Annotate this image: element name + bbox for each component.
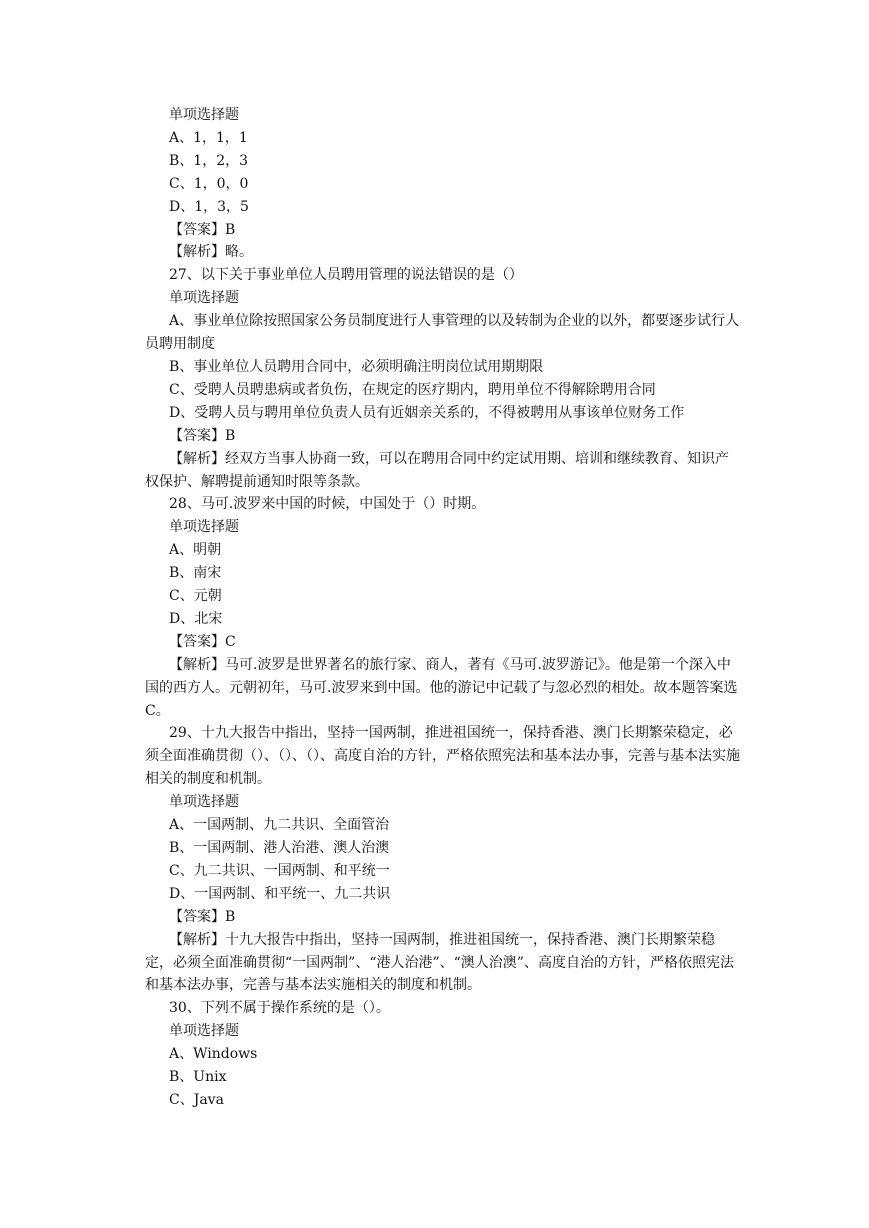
q30-question: 30、下列不属于操作系统的是（）。	[169, 1000, 390, 1017]
q29-option-c: C、九二共识、一国两制、和平统一	[169, 862, 390, 879]
document-body	[145, 104, 741, 1112]
q28-type-label: 单项选择题	[169, 519, 239, 536]
q29-type-label: 单项选择题	[169, 794, 239, 811]
q27-option-c: C、受聘人员聘患病或者负伤，在规定的医疗期内，聘用单位不得解除聘用合同	[169, 381, 656, 398]
q28-option-c: C、元朝	[169, 588, 222, 605]
q29-explanation: 【解析】十九大报告中指出，坚持一国两制，推进祖国统一，保持香港、澳门长期繁荣稳定，必须全面准确贯彻“一国两制”、“港人治港”、“澳人治澳”、高度自治的方针，严格依照宪法和基本法办事，完善与基本法实施相关的制度和机制。	[145, 931, 734, 994]
q26-answer: 【答案】B	[169, 221, 236, 238]
q27-question: 27、以下关于事业单位人员聘用管理的说法错误的是（）	[169, 267, 523, 284]
q27-answer: 【答案】B	[169, 427, 236, 444]
q28-answer: 【答案】C	[169, 633, 236, 650]
q30-option-b: B、Unix	[169, 1069, 227, 1086]
q29-option-a: A、一国两制、九二共识、全面管治	[169, 817, 390, 834]
q27-option-d: D、受聘人员与聘用单位负责人员有近姻亲关系的，不得被聘用从事该单位财务工作	[169, 404, 685, 421]
q26-explanation: 【解析】略。	[169, 244, 253, 261]
q26-option-a: A、1，1，1	[169, 129, 248, 146]
q27-option-b: B、事业单位人员聘用合同中，必须明确注明岗位试用期期限	[169, 358, 544, 375]
q26-option-c: C、1，0，0	[169, 175, 249, 192]
q26-type-label: 单项选择题	[169, 107, 239, 123]
q29-option-b: B、一国两制、港人治港、澳人治澳	[169, 840, 390, 856]
q26-option-b: B、1，2，3	[169, 152, 249, 169]
q27-type-label: 单项选择题	[169, 290, 239, 307]
q30-option-c: C、Java	[169, 1091, 224, 1108]
q28-question: 28、马可.波罗来中国的时候，中国处于（）时期。	[169, 496, 486, 513]
q28-option-a: A、明朝	[169, 542, 222, 559]
q27-option-a: A、事业单位除按照国家公务员制度进行人事管理的以及转制为企业的以外，都要逐步试行人员聘用制度	[145, 313, 740, 353]
q30-option-a: A、Windows	[169, 1046, 258, 1063]
q29-answer: 【答案】B	[169, 908, 236, 925]
q29-question: 29、十九大报告中指出，坚持一国两制，推进祖国统一，保持香港、澳门长期繁荣稳定，必须全面准确贯彻（）、（）、（）、高度自治的方针，严格依照宪法和基本法办事，完善与基本法实施相关的制度和机制。	[145, 725, 740, 788]
q30-type-label: 单项选择题	[169, 1023, 239, 1040]
q28-option-d: D、北宋	[169, 610, 223, 627]
q26-option-d: D、1，3，5	[169, 198, 249, 215]
q29-option-d: D、一国两制、和平统一、九二共识	[169, 885, 391, 902]
q27-explanation: 【解析】经双方当事人协商一致，可以在聘用合同中约定试用期、培训和继续教育、知识产权保护、解聘提前通知时限等条款。	[145, 450, 729, 490]
q28-option-b: B、南宋	[169, 565, 222, 582]
q28-explanation: 【解析】马可.波罗是世界著名的旅行家、商人，著有《马可.波罗游记》。他是第一个深入中国的西方人。元朝初年，马可.波罗来到中国。他的游记中记载了与忽必烈的相处。故本题答案选C。	[145, 656, 738, 719]
